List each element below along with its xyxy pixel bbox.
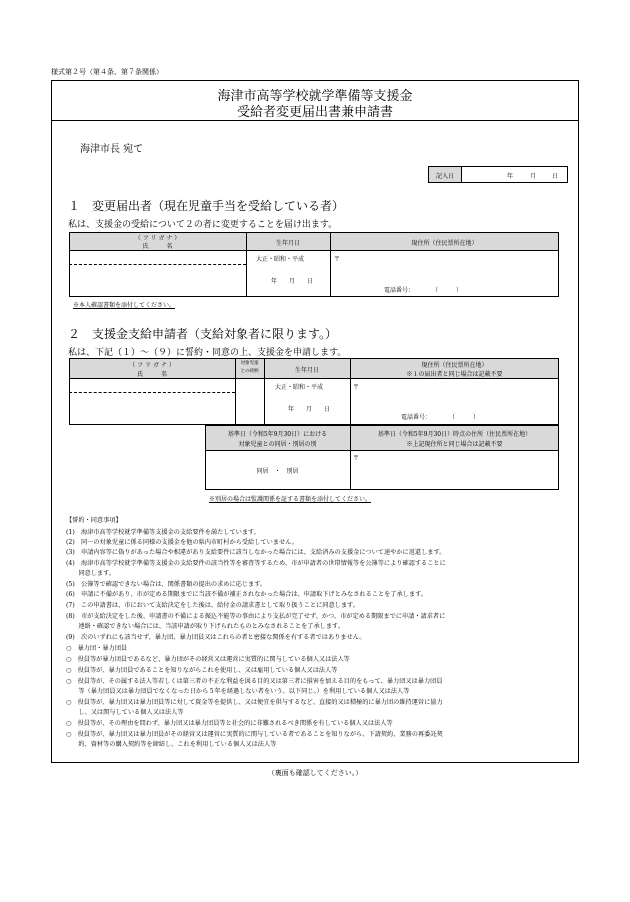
base-postal[interactable]: 〒 [353,455,360,462]
s1-header-divider [69,250,559,251]
base-left-header-2: 対象児童との同居・別居の別 [238,441,317,448]
pledge-item: ○ 暴力団・暴力団員 [66,645,128,652]
s1-furigana-label: （ フ リ ガ ナ ） [134,235,181,242]
pledge-item: (4) 海津市高等学校就学準備等支援金の支給要件の該当性等を審査等するため、市が申請者の世帯情報等を公簿等により確認することに [66,560,446,567]
s1-note: ※本人確認書類を添付してください。 [73,302,176,309]
entry-date-label: 記入日 [435,173,454,180]
pledge-item: ○ 役員等が、暴力団員であることを知りながらこれを使用し、又は雇用している個人又は法人等 [66,667,338,674]
pledge-item: し、又は関与している個人又は法人等 [66,709,184,716]
s1-era[interactable]: 大正・昭和・平成 [256,256,305,263]
pledge-item: 約、資材等の購入契約等を締結し、これを利用している個人又は法人等 [66,741,277,748]
entry-date-month[interactable]: 月 [530,173,537,180]
s2-birth-ymd[interactable]: 年 月 日 [288,406,331,413]
pledge-item: ○ 役員等が、暴力団又は暴力団員等に対して資金等を提供し、又は便宜を供与するなど、直接的又は積極的に暴力団の維持運営に協力 [66,699,443,706]
s1-address-header: 現住所（住民票所在地） [411,240,478,247]
entry-date-year[interactable]: 年 [507,173,514,180]
base-right-header-2: ※上記現住所と同じ場合は記載不要 [406,441,503,448]
s2-furigana-line [69,392,235,393]
s2-relation-header-1: 対象児童 [240,361,259,366]
s1-name-label: 氏 名 [142,243,173,250]
s1-furigana-line [69,264,246,265]
pledge-item: (3) 申請内容等に偽りがあった場合や相違があり支給要件に該当しなかった場合には、支給済みの支援金について速やかに返還します。 [66,549,446,556]
pledge-item: (1) 海津市高等学校就学準備等支援金の支給要件を満たしています。 [66,529,260,536]
pledge-item: 同意します。 [66,570,116,577]
pledge-item: 等（暴力団員又は暴力団員でなくなった日から５年を経過しない者をいう。以下同じ。）を利用している個人又は法人等 [66,688,410,695]
s2-address-header-2: ※１の届出者と同じ場合は記載不要 [406,371,503,378]
s2-address-header-1: 現住所（住民票所在地） [421,362,488,369]
section1-statement: 私は、支援金の受給について２の者に変更することを届け出ます。 [68,220,338,230]
pledge-item: (7) この申請書は、市において支給決定をした後は、給付金の請求書として取り扱うことに同意します。 [66,602,359,609]
base-right-header-1: 基準日（令和5年9月30日）時点の住所（住民票所在地） [377,431,532,438]
section2-heading: ２ 支援金支給申請者（支給対象者に限ります。） [68,327,338,341]
s2-postal[interactable]: 〒 [353,384,360,391]
base-date-header-divider [205,450,559,451]
pledge-item: (6) 申請に不備があり、市が定める期限までに当該不備が補正されなかった場合は、申請取下げとみなされることを了承します。 [66,591,427,598]
s2-phone[interactable]: 電話番号： （ ） [401,414,480,421]
entry-date-day[interactable]: 日 [552,173,559,180]
pledge-item: ○ 役員等が、暴力団又は暴力団員がその経営又は運営に実質的に関与している者であることを知りながら、下請契約、業務の再委託契 [66,731,443,738]
section2-statement: 私は、下記（１）～（９）に誓約・同意の上、支援金を申請します。 [68,348,347,358]
base-left-header-1: 基準日（令和5年9月30日）における [227,431,328,438]
s1-birth-ymd[interactable]: 年 月 日 [271,278,314,285]
addressee: 海津市長 宛て [80,144,144,155]
form-number: 様式第２号（第４条、第７条関係） [51,68,163,76]
pledge-item: 連絡・確認できない場合には、当該申請が取り下げられたものとみなされることを了承します。 [66,623,344,630]
s2-note: ※別居の場合は監護関係を証する書類を添付してください。 [209,496,372,503]
s1-phone[interactable]: 電話番号： （ ） [384,287,463,294]
title-divider [51,120,579,121]
s2-name-label: 氏 名 [136,371,167,378]
pledges-heading: 【誓約・同意事項】 [66,517,122,524]
cohabit-choice[interactable]: 同居 ・ 別居 [256,468,299,475]
pledge-item: ○ 役員等が、その属する法人等若しくは第三者の不正な利益を図る目的又は第三者に損害を加える目的をもって、暴力団又は暴力団員 [66,678,443,685]
s1-postal[interactable]: 〒 [334,256,341,263]
form-title-line1: 海津市高等学校就学準備等支援金 [217,89,413,104]
footer-note: （裏面も確認してください。） [267,769,363,777]
pledge-item: (9) 次のいずれにも該当せず、暴力団、暴力団員又はこれらの者と密接な関係を有する者ではありません。 [66,634,366,641]
s2-furigana-label: （ フ リ ガ ナ ） [129,362,175,369]
s2-header-divider [69,378,559,379]
s1-birth-header: 生年月日 [275,240,300,247]
pledge-item: (2) 同一の対象児童に係る同様の支援金を他の県内市町村から受給していません。 [66,539,298,546]
pledge-item: (8) 市が支給決定をした後、申請書の不備による振込不能等の事由により支払が完了せず、かつ、市が定める期限までに申請・請求者に [66,613,446,620]
form-title-line2: 受給者変更届出書兼申請書 [236,105,393,120]
section1-heading: １ 変更届出者（現在児童手当を受給している者） [68,199,345,213]
pledge-item: ○ 役員等が、その理由を問わず、暴力団又は暴力団員等と社会的に非難されるべき関係を有している個人又は法人等 [66,720,393,727]
s2-relation-header-2: との続柄 [240,369,259,374]
pledge-item: ○ 役員等が暴力団員であるなど、暴力団がその経営又は運営に実質的に関与している個人又は法人等 [66,656,350,663]
s2-birth-header: 生年月日 [294,367,319,374]
pledge-item: (5) 公簿等で確認できない場合は、関係書類の提出の求めに応じます。 [66,581,267,588]
s2-era[interactable]: 大正・昭和・平成 [275,384,324,391]
